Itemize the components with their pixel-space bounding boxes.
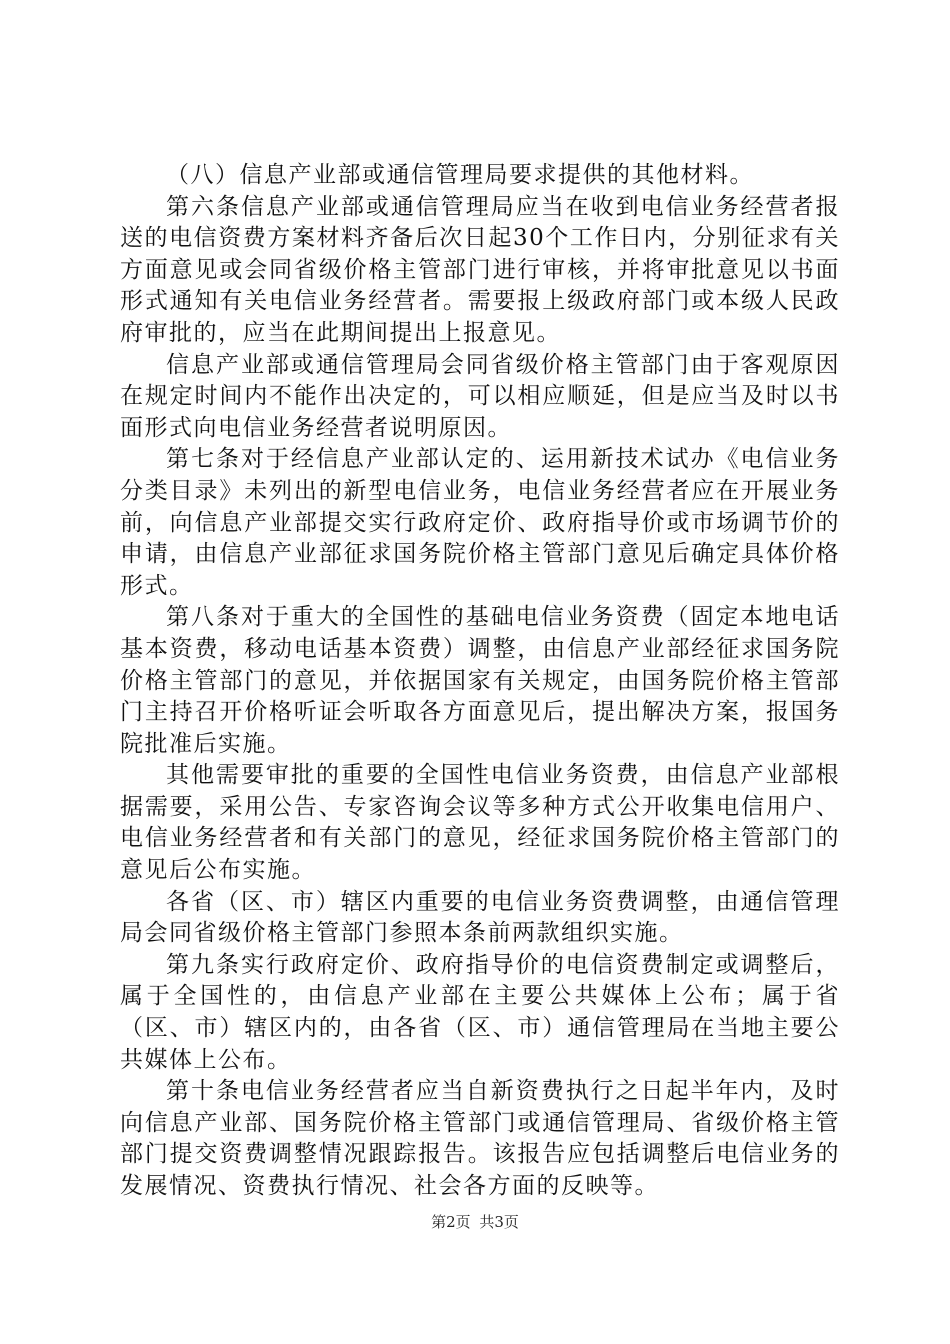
paragraph-article-8-provincial: 各省（区、市）辖区内重要的电信业务资费调整，由通信管理局会同省级价格主管部门参照本条前两款组织实施。 xyxy=(120,888,840,947)
page-total: 共3页 xyxy=(479,1213,519,1231)
paragraph-article-7: 第七条对于经信息产业部认定的、运用新技术试办《电信业务分类目录》未列出的新型电信业务，电信业务经营者应在开展业务前，向信息产业部提交实行政府定价、政府指导价或市场调节价的申请，由信息产业部征求国务院价格主管部门意见后确定具体价格形式。 xyxy=(120,446,840,599)
page-number: 第2页 xyxy=(431,1213,471,1231)
document-body xyxy=(120,160,840,1203)
paragraph-article-6: 第六条信息产业部或通信管理局应当在收到电信业务经营者报送的电信资费方案材料齐备后次日起30个工作日内，分别征求有关方面意见或会同省级价格主管部门进行审核，并将审批意见以书面形式通知有关电信业务经营者。需要报上级政府部门或本级人民政府审批的，应当在此期间提出上报意见。 xyxy=(120,193,840,346)
paragraph-article-6-extension: 信息产业部或通信管理局会同省级价格主管部门由于客观原因在规定时间内不能作出决定的，可以相应顺延，但是应当及时以书面形式向电信业务经营者说明原因。 xyxy=(120,351,840,441)
paragraph-item-8: （八）信息产业部或通信管理局要求提供的其他材料。 xyxy=(166,162,754,188)
paragraph-article-8: 第八条对于重大的全国性的基础电信业务资费（固定本地电话基本资费，移动电话基本资费）调整，由信息产业部经征求国务院价格主管部门的意见，并依据国家有关规定，由国务院价格主管部门主持召开价格听证会听取各方面意见后，提出解决方案，报国务院批准后实施。 xyxy=(120,604,840,757)
page-footer xyxy=(0,1212,950,1232)
paragraph-article-10: 第十条电信业务经营者应当自新资费执行之日起半年内，及时向信息产业部、国务院价格主管部门或通信管理局、省级价格主管部门提交资费调整情况跟踪报告。该报告应包括调整后电信业务的发展情况、资费执行情况、社会各方面的反映等。 xyxy=(120,1078,840,1199)
paragraph-article-9: 第九条实行政府定价、政府指导价的电信资费制定或调整后，属于全国性的，由信息产业部在主要公共媒体上公布；属于省（区、市）辖区内的，由各省（区、市）通信管理局在当地主要公共媒体上公布。 xyxy=(120,951,840,1073)
paragraph-article-8-other: 其他需要审批的重要的全国性电信业务资费，由信息产业部根据需要，采用公告、专家咨询会议等多种方式公开收集电信用户、电信业务经营者和有关部门的意见，经征求国务院价格主管部门的意见后公布实施。 xyxy=(120,762,840,884)
